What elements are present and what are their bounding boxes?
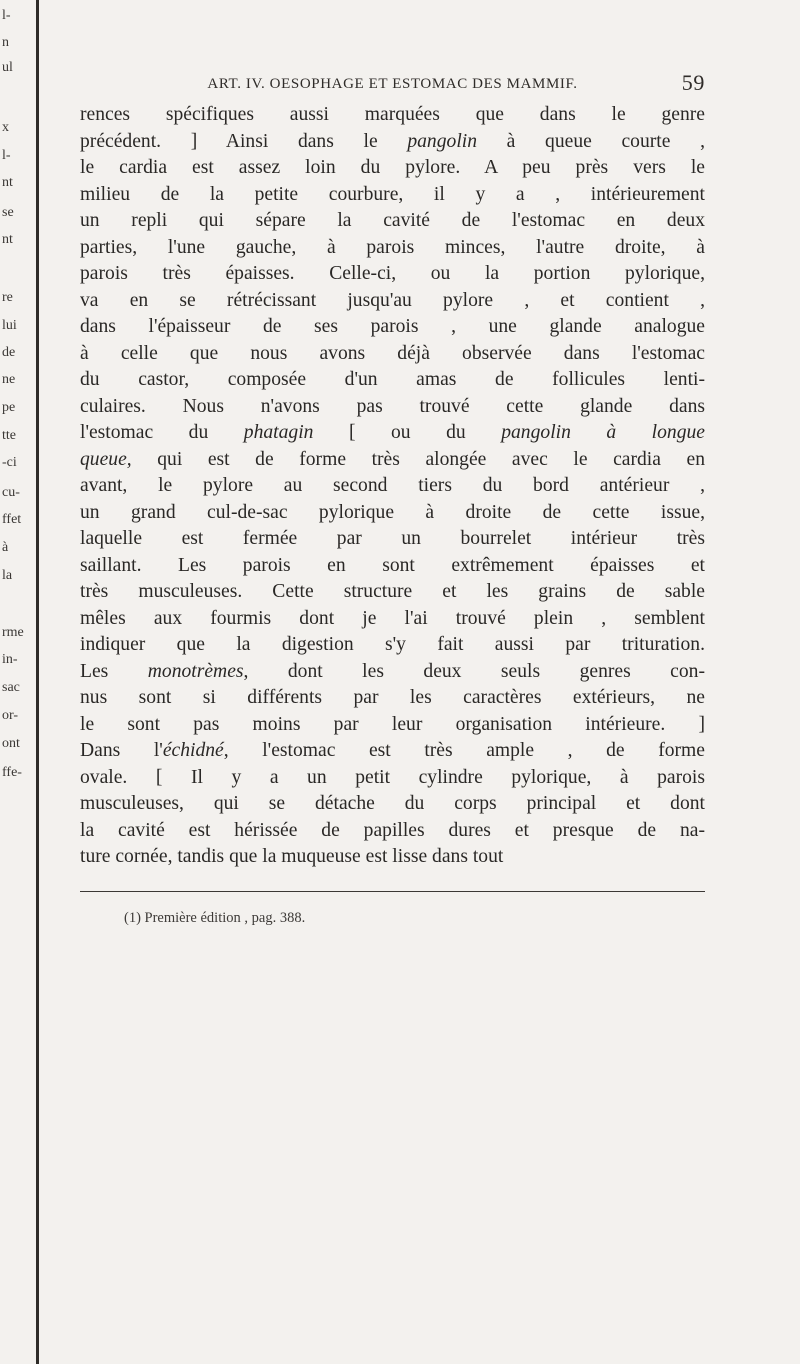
text-line	[80, 314, 705, 341]
gutter-fragment: se	[2, 205, 14, 220]
text-run: qui est de forme très alongée avec le cardia en	[131, 448, 705, 470]
text-run: précédent. ] Ainsi dans le	[80, 130, 408, 152]
text-run: parois très épaisses. Celle-ci, ou la portion pylorique,	[80, 263, 705, 284]
text-run: dans l'épaisseur de ses parois , une glande analogue	[80, 316, 705, 337]
gutter-rule	[36, 0, 39, 1364]
text-line	[80, 208, 705, 235]
gutter-fragment: cu-	[2, 485, 20, 500]
text-line	[80, 367, 705, 394]
text-line	[80, 685, 705, 712]
text-run: rences spécifiques aussi marquées que dans le genre	[80, 104, 705, 125]
text-run: nus sont si différents par les caractères extérieurs, ne	[80, 687, 705, 708]
text-run: , l'estomac est très ample , de forme	[223, 740, 705, 761]
footnote: (1) Première édition , pag. 388.	[124, 909, 306, 926]
text-run: saillant. Les parois en sont extrêmement épaisses et	[80, 554, 705, 576]
gutter-fragment: de	[2, 345, 16, 360]
text-run: un grand cul-de-sac pylorique à droite de cette issue,	[80, 501, 705, 523]
text-run: la cavité est hérissée de papilles dures et presque de na-	[80, 819, 705, 841]
gutter-fragment: ne	[2, 372, 16, 387]
gutter-fragment: l-	[2, 148, 11, 163]
text-run: , dont les deux seuls genres con-	[243, 660, 705, 682]
text-run: un repli qui sépare la cavité de l'estomac en deux	[80, 210, 705, 231]
text-run: Les	[80, 660, 148, 682]
text-run: parties, l'une gauche, à parois minces, l'autre droite, à	[80, 236, 705, 258]
running-head	[80, 70, 705, 100]
gutter-fragment: sac	[2, 680, 20, 695]
text-run: musculeuses, qui se détache du corps principal et dont	[80, 793, 705, 814]
gutter-fragment: ffet	[2, 512, 22, 527]
text-line	[80, 394, 705, 421]
text-run: mêles aux fourmis dont je l'ai trouvé plein , semblent	[80, 607, 705, 629]
running-head-title: ART. IV. OESOPHAGE ET ESTOMAC DES MAMMIF.	[207, 76, 578, 92]
text-line	[80, 844, 705, 871]
gutter-fragment: in-	[2, 652, 18, 667]
text-run: du castor, composée d'un amas de follicules lenti-	[80, 369, 705, 390]
text-run: Dans l'	[80, 740, 163, 761]
text-run: indiquer que la digestion s'y fait aussi par trituration.	[80, 634, 705, 655]
gutter-fragment: ont	[2, 736, 20, 751]
body-text	[80, 102, 705, 871]
gutter-fragment: à	[2, 540, 9, 555]
gutter-fragment: x	[2, 120, 9, 135]
italic-run: pangolin	[407, 130, 477, 152]
gutter-fragment: ffe-	[2, 765, 22, 780]
gutter-fragment: rme	[2, 625, 24, 640]
text-run: ovale. [ Il y a un petit cylindre pylorique, à parois	[80, 766, 705, 788]
text-run: l'estomac du	[80, 422, 244, 443]
text-line	[80, 500, 705, 527]
italic-run: queue,	[80, 448, 132, 470]
text-line	[80, 288, 705, 315]
book-page	[80, 70, 705, 927]
text-line	[80, 526, 705, 553]
gutter-fragment: or-	[2, 708, 19, 723]
text-run: [ ou du	[313, 422, 502, 443]
gutter-fragment: -ci	[2, 455, 17, 470]
text-run: le cardia est assez loin du pylore. A peu près vers le	[80, 157, 705, 178]
gutter-fragment: n	[2, 35, 9, 50]
text-line	[80, 341, 705, 368]
text-line	[80, 632, 705, 659]
gutter-fragment: la	[2, 568, 13, 583]
gutter-fragment: nt	[2, 175, 13, 190]
text-line	[80, 261, 705, 288]
binding-gutter	[0, 0, 44, 1364]
gutter-fragment: lui	[2, 318, 17, 333]
italic-run: pangolin à longue	[501, 422, 706, 443]
text-line	[80, 155, 705, 182]
italic-run: phatagin	[243, 422, 314, 443]
text-line	[80, 553, 705, 580]
italic-run: monotrèmes	[147, 660, 244, 682]
gutter-fragment: re	[2, 290, 13, 305]
text-line	[80, 473, 705, 500]
text-line	[80, 182, 705, 209]
text-run: culaires. Nous n'avons pas trouvé cette glande dans	[80, 395, 705, 417]
footnote-rule	[80, 891, 705, 892]
gutter-fragment: pe	[2, 400, 16, 415]
text-line	[80, 447, 705, 474]
gutter-fragment: nt	[2, 232, 13, 247]
text-line	[80, 659, 705, 686]
text-line	[80, 712, 705, 739]
text-line	[80, 738, 705, 765]
text-line	[80, 791, 705, 818]
text-run: milieu de la petite courbure, il y a , intérieurement	[80, 183, 705, 205]
text-run: le sont pas moins par leur organisation intérieure. ]	[80, 713, 705, 735]
text-line	[80, 606, 705, 633]
italic-run: échidné	[162, 740, 224, 761]
text-run: à queue courte ,	[477, 130, 705, 152]
text-run: très musculeuses. Cette structure et les grains de sable	[80, 581, 705, 602]
page-number: 59	[681, 70, 705, 95]
gutter-fragment: tte	[2, 428, 16, 443]
text-run: ture cornée, tandis que la muqueuse est lisse dans tout	[80, 846, 504, 867]
gutter-fragment: l-	[2, 8, 11, 23]
text-line	[80, 235, 705, 262]
text-line	[80, 129, 705, 156]
text-run: avant, le pylore au second tiers du bord antérieur ,	[80, 475, 705, 496]
text-run: à celle que nous avons déjà observée dans l'estomac	[80, 342, 705, 364]
text-line	[80, 765, 705, 792]
text-line	[80, 102, 705, 129]
gutter-fragment: ul	[2, 60, 13, 75]
text-line	[80, 420, 705, 447]
text-line	[80, 579, 705, 606]
text-line	[80, 818, 705, 845]
text-run: laquelle est fermée par un bourrelet intérieur très	[80, 528, 705, 549]
text-run: va en se rétrécissant jusqu'au pylore , et contient ,	[80, 289, 705, 311]
